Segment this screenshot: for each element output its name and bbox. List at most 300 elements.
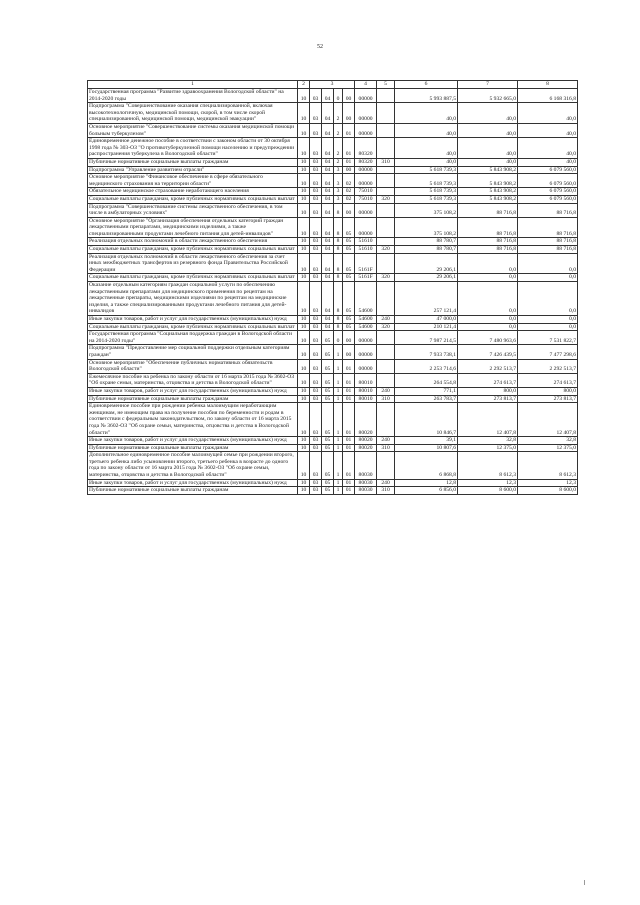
code-event: 05 [343,238,355,246]
code-expense-type: 240 [377,316,395,324]
amount-col-8: 32,8 [518,437,578,445]
code-direction: 75010 [355,188,377,196]
code-subsection: 03 [310,444,322,452]
amount-col-7: 7 480 963,6 [458,331,518,345]
row-name: Ежемесячное пособие на ребенка по закону области от 16 марта 2015 года № 3602-ОЗ "Об охране семьи, материнства, отцовства и детства в Вологодской области" [88,373,298,387]
code-subsection: 03 [310,479,322,487]
code-section: 10 [298,323,310,331]
amount-col-6: 5 618 739,3 [395,166,458,174]
amount-col-6: 5 618 739,3 [395,188,458,196]
amount-col-7: 40,0 [458,103,518,124]
amount-col-6: 210 121,4 [395,323,458,331]
row-name: Подпрограмма "Совершенствование оказания специализированной, включая высокотехнологичную, медицинской помощи, скорой, в том числе скорой специализированной, медицинской помощи, медицинской эвакуации" [88,103,298,124]
row-name: Основное мероприятие "Совершенствование системы оказания медицинской помощи больным туберкулезом" [88,123,298,137]
amount-col-8: 7 477 298,6 [518,345,578,359]
amount-col-7: 0,0 [458,323,518,331]
amount-col-8: 274 613,7 [518,373,578,387]
code-expense-type: 320 [377,323,395,331]
code-program: 04 [322,274,334,282]
amount-col-7: 40,0 [458,138,518,159]
code-event: 01 [343,395,355,403]
code-program: 04 [322,158,334,166]
amount-col-6: 264 554,8 [395,373,458,387]
code-subsection: 03 [310,331,322,345]
code-section: 10 [298,238,310,246]
code-event: 01 [343,437,355,445]
code-section: 10 [298,158,310,166]
row-name: Иные закупки товаров, работ и услуг для государственных (муниципальных) нужд [88,387,298,395]
amount-col-8: 6 079 560,0 [518,174,578,188]
amount-col-6: 40,0 [395,103,458,124]
code-subsection: 03 [310,387,322,395]
amount-col-7: 0,0 [458,316,518,324]
table-row [88,138,578,159]
header-cell: 8 [518,81,578,89]
code-program: 04 [322,203,334,217]
code-subprogram: 1 [334,373,343,387]
code-subsection: 03 [310,253,322,274]
code-event: 01 [343,158,355,166]
amount-col-8: 6 168 316,8 [518,89,578,103]
code-direction: 00000 [355,217,377,238]
code-expense-type [377,138,395,159]
table-row [88,479,578,487]
amount-col-6: 39,1 [395,437,458,445]
code-direction: 80020 [355,437,377,445]
code-event: 00 [343,345,355,359]
code-subsection: 03 [310,217,322,238]
row-name: Единовременное денежное пособие в соответствии с законом области от 30 октября 1998 года № 303-ОЗ "О противотуберкулезной помощи населению и предупреждении распространения туберкулеза в Вологодской области" [88,138,298,159]
code-subprogram: 8 [334,323,343,331]
code-subprogram: 8 [334,282,343,316]
code-section: 10 [298,373,310,387]
code-direction: 80030 [355,487,377,495]
code-subsection: 03 [310,138,322,159]
code-section: 10 [298,166,310,174]
amount-col-7: 88 716,8 [458,217,518,238]
code-section: 10 [298,345,310,359]
amount-col-8: 0,0 [518,274,578,282]
amount-col-8: 88 716,8 [518,238,578,246]
code-event: 00 [343,203,355,217]
code-direction: 80030 [355,452,377,479]
code-expense-type: 320 [377,274,395,282]
code-expense-type [377,359,395,373]
code-program: 04 [322,246,334,254]
code-subprogram: 3 [334,195,343,203]
code-subsection: 03 [310,437,322,445]
amount-col-7: 2 292 513,7 [458,359,518,373]
amount-col-7: 0,0 [458,253,518,274]
code-section: 10 [298,103,310,124]
row-name: Публичные нормативные социальные выплаты гражданам [88,444,298,452]
row-name: Иные закупки товаров, работ и услуг для государственных (муниципальных) нужд [88,479,298,487]
code-program: 05 [322,479,334,487]
row-name: Иные закупки товаров, работ и услуг для государственных (муниципальных) нужд [88,437,298,445]
code-program: 04 [322,123,334,137]
amount-col-7: 5 843 908,2 [458,188,518,196]
amount-col-7: 40,0 [458,123,518,137]
code-subsection: 03 [310,174,322,188]
code-subprogram: 1 [334,359,343,373]
code-section: 10 [298,452,310,479]
table-row [88,345,578,359]
code-subsection: 03 [310,487,322,495]
code-direction: 00000 [355,103,377,124]
code-subprogram: 1 [334,387,343,395]
code-program: 04 [322,138,334,159]
header-cell: 2 [298,81,310,89]
code-subsection: 03 [310,89,322,103]
amount-col-6: 257 121,4 [395,282,458,316]
code-expense-type: 310 [377,444,395,452]
code-event: 01 [343,138,355,159]
row-name: Публичные нормативные социальные выплаты гражданам [88,158,298,166]
amount-col-6: 263 783,7 [395,395,458,403]
code-direction: 00000 [355,345,377,359]
table-row [88,359,578,373]
code-event: 05 [343,316,355,324]
code-subprogram: 0 [334,89,343,103]
code-expense-type [377,174,395,188]
amount-col-8: 8 600,0 [518,487,578,495]
table-row [88,203,578,217]
code-subsection: 03 [310,246,322,254]
code-program: 04 [322,166,334,174]
row-name: Обязательное медицинское страхование неработающего населения [88,188,298,196]
amount-col-6: 10 846,7 [395,403,458,437]
code-direction: 00000 [355,359,377,373]
table-row [88,395,578,403]
amount-col-7: 274 613,7 [458,373,518,387]
code-subsection: 03 [310,274,322,282]
code-program: 05 [322,359,334,373]
code-expense-type [377,203,395,217]
amount-col-6: 88 780,7 [395,238,458,246]
code-program: 04 [322,217,334,238]
code-program: 05 [322,395,334,403]
code-direction: 80320 [355,158,377,166]
table-row [88,103,578,124]
code-expense-type: 320 [377,246,395,254]
code-program: 04 [322,282,334,316]
code-section: 10 [298,89,310,103]
code-expense-type [377,452,395,479]
amount-col-6: 12,8 [395,479,458,487]
code-subprogram: 1 [334,395,343,403]
row-name: Единовременное пособие при рождении ребенка малоимущим неработающим женщинам, не имеющим права на получение пособия по беременности и родам в соответствии с федеральным законодательством, по закону области от 16 марта 2015 года № 3602-ОЗ "Об охране семьи, материнства, отцовства и детства в Вологодской области" [88,403,298,437]
amount-col-7: 12,3 [458,479,518,487]
code-direction: 80020 [355,403,377,437]
amount-col-7: 88 716,8 [458,203,518,217]
table-row [88,274,578,282]
amount-col-6: 29 206,1 [395,274,458,282]
code-section: 10 [298,195,310,203]
amount-col-7: 800,0 [458,387,518,395]
amount-col-6: 7 933 738,1 [395,345,458,359]
code-program: 04 [322,89,334,103]
amount-col-8: 7 531 822,7 [518,331,578,345]
table-row [88,387,578,395]
table-row [88,188,578,196]
code-subsection: 03 [310,395,322,403]
amount-col-7: 7 426 439,5 [458,345,518,359]
amount-col-6: 88 780,7 [395,246,458,254]
code-section: 10 [298,217,310,238]
code-direction: 00000 [355,123,377,137]
header-row [88,81,578,89]
code-expense-type [377,282,395,316]
table-row [88,452,578,479]
code-direction: 80010 [355,387,377,395]
code-direction: 5161F [355,274,377,282]
amount-col-7: 12 407,8 [458,403,518,437]
code-event: 01 [343,487,355,495]
code-program: 04 [322,323,334,331]
code-section: 10 [298,274,310,282]
code-event: 00 [343,89,355,103]
header-cell: 6 [395,81,458,89]
amount-col-7: 88 716,8 [458,246,518,254]
code-direction: 00000 [355,331,377,345]
amount-col-6: 6 856,0 [395,487,458,495]
code-subprogram: 2 [334,103,343,124]
code-program: 05 [322,373,334,387]
amount-col-8: 88 716,8 [518,203,578,217]
code-event: 01 [343,452,355,479]
row-name: Подпрограмма "Управление развитием отрасли" [88,166,298,174]
code-section: 10 [298,188,310,196]
row-name: Оказание отдельным категориям граждан социальной услуги по обеспечению лекарственными препаратами для медицинского применения по рецептам на лекарственные препараты, медицинскими изделиями по рецептам на медицинские изделия, а также специализированными продуктами лечебного питания для детей-инвалидов [88,282,298,316]
code-section: 10 [298,174,310,188]
code-subsection: 03 [310,359,322,373]
row-name: Основное мероприятие "Обеспечение публичных нормативных обязательств Вологодской области" [88,359,298,373]
code-expense-type [377,188,395,196]
code-section: 10 [298,395,310,403]
amount-col-6: 10 807,6 [395,444,458,452]
code-expense-type [377,166,395,174]
amount-col-7: 5 932 665,0 [458,89,518,103]
code-subprogram: 1 [334,444,343,452]
table-row [88,123,578,137]
amount-col-8: 6 079 560,0 [518,195,578,203]
code-expense-type [377,217,395,238]
row-name: Государственная программа "Развитие здравоохранения Вологодской области" на 2014-2020 годы [88,89,298,103]
code-direction: 54600 [355,282,377,316]
code-event: 02 [343,195,355,203]
amount-col-6: 771,1 [395,387,458,395]
code-section: 10 [298,246,310,254]
code-event: 01 [343,479,355,487]
amount-col-8: 8 612,3 [518,452,578,479]
row-name: Реализация отдельных полномочий в области лекарственного обеспечения за счет иных межбюджетных трансфертов из резервного фонда Правительства Российской Федерации [88,253,298,274]
amount-col-8: 2 292 513,7 [518,359,578,373]
code-section: 10 [298,253,310,274]
amount-col-6: 5 993 887,5 [395,89,458,103]
code-direction: 51610 [355,246,377,254]
amount-col-8: 6 079 560,0 [518,166,578,174]
code-section: 10 [298,282,310,316]
amount-col-8: 6 079 560,0 [518,188,578,196]
header-cell: 7 [458,81,518,89]
code-subprogram: 8 [334,217,343,238]
page-number: 52 [317,44,323,50]
code-section: 10 [298,138,310,159]
code-section: 10 [298,403,310,437]
amount-col-6: 29 206,1 [395,253,458,274]
code-event: 01 [343,123,355,137]
row-name: Социальные выплаты гражданам, кроме публичных нормативных социальных выплат [88,274,298,282]
code-direction: 54600 [355,316,377,324]
code-subsection: 03 [310,403,322,437]
code-event: 02 [343,174,355,188]
code-program: 04 [322,316,334,324]
header-cell: 1 [88,81,298,89]
code-subprogram: 2 [334,138,343,159]
code-direction: 00000 [355,89,377,103]
code-direction: 80010 [355,373,377,387]
code-expense-type [377,345,395,359]
code-program: 05 [322,444,334,452]
code-expense-type: 310 [377,487,395,495]
code-section: 10 [298,359,310,373]
amount-col-8: 0,0 [518,316,578,324]
amount-col-6: 7 987 214,5 [395,331,458,345]
code-event: 00 [343,166,355,174]
amount-col-7: 40,0 [458,158,518,166]
code-expense-type [377,238,395,246]
code-subprogram: 1 [334,487,343,495]
amount-col-7: 273 813,7 [458,395,518,403]
amount-col-7: 5 843 908,2 [458,166,518,174]
header-cell: 3 [310,81,355,89]
code-section: 10 [298,479,310,487]
amount-col-7: 8 612,3 [458,452,518,479]
table-row [88,246,578,254]
amount-col-7: 32,8 [458,437,518,445]
row-name: Подпрограмма "Предоставление мер социальной поддержки отдельным категориям граждан" [88,345,298,359]
code-direction: 80010 [355,395,377,403]
amount-col-8: 40,0 [518,103,578,124]
table-row [88,174,578,188]
amount-col-7: 8 600,0 [458,487,518,495]
amount-col-6: 5 618 739,3 [395,195,458,203]
code-event: 02 [343,188,355,196]
code-section: 10 [298,203,310,217]
code-program: 04 [322,174,334,188]
code-subsection: 03 [310,345,322,359]
code-program: 04 [322,195,334,203]
code-section: 10 [298,437,310,445]
code-subsection: 03 [310,203,322,217]
code-subsection: 03 [310,452,322,479]
amount-col-6: 40,0 [395,123,458,137]
code-program: 04 [322,103,334,124]
amount-col-8: 0,0 [518,253,578,274]
amount-col-8: 40,0 [518,158,578,166]
code-subsection: 03 [310,323,322,331]
amount-col-6: 6 868,8 [395,452,458,479]
amount-col-8: 12 375,0 [518,444,578,452]
code-section: 10 [298,487,310,495]
code-program: 04 [322,253,334,274]
row-name: Основное мероприятие "Организация обеспечения отдельных категорий граждан лекарственными препаратами, медицинскими изделиями, а также специализированными продуктами лечебного питания для детей-инвалидов" [88,217,298,238]
amount-col-7: 12 375,0 [458,444,518,452]
amount-col-7: 5 843 908,2 [458,195,518,203]
code-event: 00 [343,103,355,124]
code-program: 04 [322,188,334,196]
amount-col-8: 88 716,8 [518,246,578,254]
code-event: 05 [343,217,355,238]
code-event: 05 [343,323,355,331]
amount-col-8: 12,3 [518,479,578,487]
code-event: 05 [343,253,355,274]
row-name: Иные закупки товаров, работ и услуг для государственных (муниципальных) нужд [88,316,298,324]
table-row [88,373,578,387]
amount-col-8: 40,0 [518,138,578,159]
row-name: Публичные нормативные социальные выплаты гражданам [88,395,298,403]
code-event: 05 [343,274,355,282]
amount-col-8: 12 407,8 [518,403,578,437]
header-cell: 4 [355,81,377,89]
code-direction: 80020 [355,444,377,452]
code-subsection: 03 [310,123,322,137]
code-subprogram: 8 [334,238,343,246]
table-row [88,331,578,345]
amount-col-8: 88 716,8 [518,217,578,238]
code-section: 10 [298,123,310,137]
code-subprogram: 3 [334,174,343,188]
code-expense-type [377,403,395,437]
amount-col-7: 0,0 [458,274,518,282]
code-subprogram: 8 [334,253,343,274]
row-name: Основное мероприятие "Финансовое обеспечение в сфере обязательного медицинского страхования на территории области" [88,174,298,188]
row-name: Социальные выплаты гражданам, кроме публичных нормативных социальных выплат [88,195,298,203]
budget-table [87,80,578,495]
code-subsection: 03 [310,158,322,166]
table-row [88,487,578,495]
row-name: Социальные выплаты гражданам, кроме публичных нормативных социальных выплат [88,246,298,254]
table-row [88,323,578,331]
code-event: 05 [343,282,355,316]
amount-col-8: 0,0 [518,323,578,331]
code-subprogram: 8 [334,274,343,282]
amount-col-6: 47 000,0 [395,316,458,324]
code-expense-type: 240 [377,387,395,395]
code-event: 01 [343,359,355,373]
code-expense-type: 240 [377,479,395,487]
code-event: 01 [343,403,355,437]
code-direction: 5161F [355,253,377,274]
code-expense-type: 310 [377,395,395,403]
code-subprogram: 2 [334,158,343,166]
table-row [88,238,578,246]
code-expense-type: 240 [377,437,395,445]
code-expense-type: 320 [377,195,395,203]
code-expense-type [377,103,395,124]
code-section: 10 [298,331,310,345]
row-name: Реализация отдельных полномочий в области лекарственного обеспечения [88,238,298,246]
amount-col-6: 40,0 [395,158,458,166]
code-direction: 54600 [355,323,377,331]
amount-col-8: 273 813,7 [518,395,578,403]
table-row [88,316,578,324]
code-expense-type [377,253,395,274]
code-event: 00 [343,331,355,345]
code-program: 05 [322,345,334,359]
table-row [88,195,578,203]
code-subprogram: 3 [334,188,343,196]
